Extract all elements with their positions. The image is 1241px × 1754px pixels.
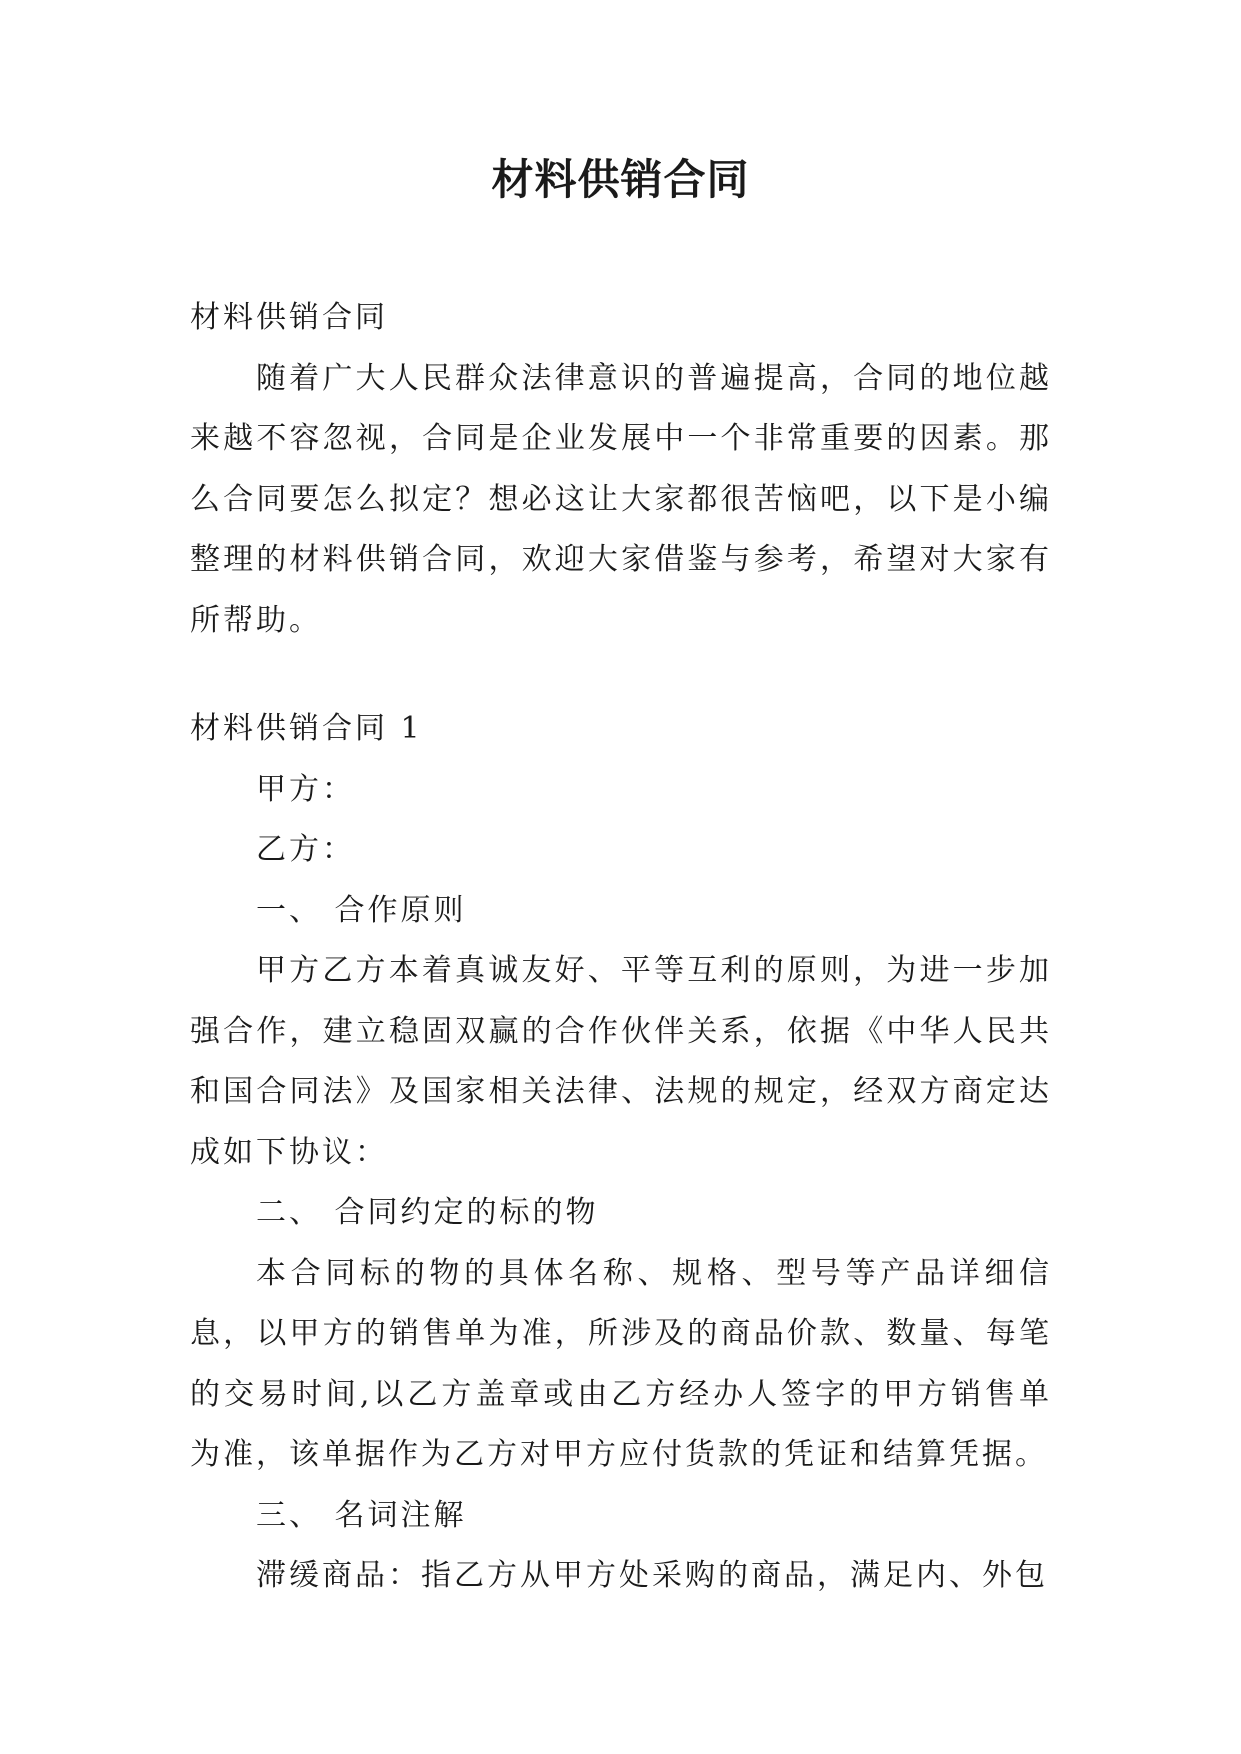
party-a-label: 甲方： (256, 771, 355, 807)
intro-paragraph: 随着广大人民群众法律意识的普遍提高，合同的地位越来越不容忽视，合同是企业发展中一个非常重要的因素。那么合同要怎么拟定？想必这让大家都很苦恼吧，以下是小编整理的材料供销合同，欢迎大家借鉴与参考，希望对大家有所帮助。 (190, 360, 1052, 638)
section-1-text: 甲方乙方本着真诚友好、平等互利的原则，为进一步加强合作，建立稳固双赢的合作伙伴关系，依据《中华人民共和国合同法》及国家相关法律、法规的规定，经双方商定达成如下协议： (190, 953, 1052, 1170)
section-2-title: 二、 合同约定的标的物 (256, 1195, 599, 1230)
document-heading: 材料供销合同 (190, 300, 388, 335)
section-1-title: 一、 合作原则 (256, 892, 467, 928)
contract-heading: 材料供销合同 1 (190, 711, 423, 746)
document-body (190, 288, 1052, 1607)
section-3-text: 滞缓商品：指乙方从甲方处采购的商品，满足内、外包 (256, 1558, 1048, 1593)
section-3-title: 三、 名词注解 (256, 1497, 467, 1533)
party-b-label: 乙方： (256, 832, 355, 867)
section-2-text: 本合同标的物的具体名称、规格、型号等产品详细信息，以甲方的销售单为准，所涉及的商品价款、数量、每笔的交易时间,以乙方盖章或由乙方经办人签字的甲方销售单为准，该单据作为乙方对甲方应付货款的凭证和结算凭据。 (190, 1255, 1052, 1472)
paragraph-gap (190, 651, 1052, 699)
page-title: 材料供销合同 (491, 155, 750, 204)
